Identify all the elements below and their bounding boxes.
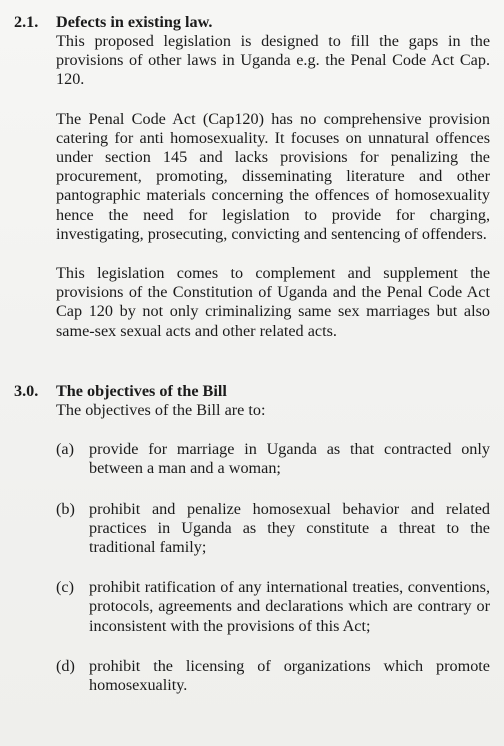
section-number: 2.1. — [14, 13, 39, 31]
item-text: provide for marriage in Uganda as that contracted only between a man and a woman; — [89, 440, 490, 478]
section-number: 3.0. — [14, 382, 39, 400]
section-body — [56, 401, 490, 695]
section-objectives — [14, 382, 490, 695]
section-body — [56, 32, 490, 341]
objective-item-b — [56, 500, 490, 558]
objective-item-a — [56, 440, 490, 478]
section-title: Defects in existing law. — [56, 13, 213, 31]
item-label: (d) — [56, 656, 75, 675]
paragraph: The Penal Code Act (Cap120) has no comprehensive provision catering for anti homosexuality. It focuses on unnatural offences under section 145 and lacks provisions for penalizing the procurement, promoting, disseminating literature and other pantographic materials concerning the offences of homosexuality hence the need for legislation to provide for charging, investigating, prosecuting, convicting and sentencing of offenders. — [56, 109, 490, 243]
item-label: (c) — [56, 578, 74, 597]
section-heading — [14, 382, 490, 401]
objective-item-c — [56, 578, 490, 636]
item-text: prohibit and penalize homosexual behavior and related practices in Uganda as they constitute a threat to the traditional family; — [89, 499, 490, 557]
item-text: prohibit ratification of any international treaties, conventions, protocols, agreements and declarations which are contrary or inconsistent with the provisions of this Act; — [89, 578, 490, 635]
objective-item-d — [56, 657, 490, 695]
paragraph: This proposed legislation is designed to fill the gaps in the provisions of other laws in Uganda e.g. the Penal Code Act Cap. 120. — [56, 32, 490, 89]
item-text: prohibit the licensing of organizations which promote homosexuality. — [89, 656, 490, 695]
section-defects-existing-law — [14, 13, 490, 341]
objectives-intro: The objectives of the Bill are to: — [56, 401, 266, 419]
section-heading — [14, 13, 490, 32]
section-title: The objectives of the Bill — [56, 382, 227, 400]
item-label: (b) — [56, 499, 75, 518]
paragraph: This legislation comes to complement and supplement the provisions of the Constitution of Uganda and the Penal Code Act Cap 120 by not only criminalizing same sex marriages but also same-sex sexual acts and other related acts. — [56, 264, 490, 340]
item-label: (a) — [56, 440, 74, 459]
